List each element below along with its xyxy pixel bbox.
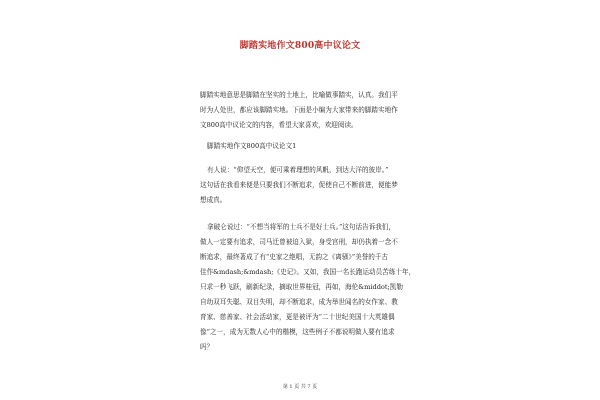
section-heading-block <box>200 139 412 154</box>
text-line: 文800高中议论文的内容，希望大家喜欢，欢迎阅读。 <box>200 121 358 129</box>
text-line: 像”之一，成为无数人心中的楷模，这些例子不都说明做人要有追求 <box>200 328 395 336</box>
paragraph-2 <box>200 220 416 355</box>
text-line: 有人说：“仰望天空，便可乘着理想的风帆，到达大洋的彼岸。” <box>207 166 389 174</box>
page-number: 第 1 页 共 7 页 <box>282 384 318 390</box>
text-line: 佳作&mdash;&mdash;《史记》。又如，我国一名长跑运动员苦练十年， <box>200 268 416 276</box>
page-title: 脚踏实地作文800高中议论文 <box>239 41 361 51</box>
text-line: 只求一秒飞跃，刷新纪录，摘取世界桂冠，再如，海伦&middot;凯勒 <box>200 283 403 291</box>
text-line: 自幼双耳失聪、双目失明，却不断追求，成为举世闻名的女作家、教 <box>200 298 398 306</box>
text-line: 脚踏实地意思是脚踏在坚实的土地上，比喻做事踏实，认真。我们平 <box>200 91 398 99</box>
intro-paragraph <box>200 88 412 133</box>
text-line: 这句话在我看来便是只要我们不断追求，促使自己不断前进，便能梦 <box>200 181 398 189</box>
text-line: 做人一定要有追求，司马迁曾被迫入狱，身受宫刑，却仍执着一念不 <box>200 238 398 246</box>
text-line: 拿破仑说过：“不想当将军的士兵不是好士兵。”这句话告诉我们， <box>207 223 396 231</box>
paragraph-1 <box>200 163 412 208</box>
text-line: 断追求，最终著成了有“史家之绝唱，无韵之《离骚》”美誉的千古 <box>200 253 389 261</box>
text-line: 吗？ <box>200 343 214 351</box>
section-heading: 脚踏实地作文800高中议论文1 <box>207 142 297 150</box>
text-line: 育家、慈善家、社会活动家，更是被评为“二十世纪美国十大英雄偶 <box>200 313 395 321</box>
text-line: 时为人处世，都应该脚踏实地。下面是小编为大家带来的脚踏实地作 <box>200 106 398 114</box>
text-line: 想成真。 <box>200 196 227 204</box>
